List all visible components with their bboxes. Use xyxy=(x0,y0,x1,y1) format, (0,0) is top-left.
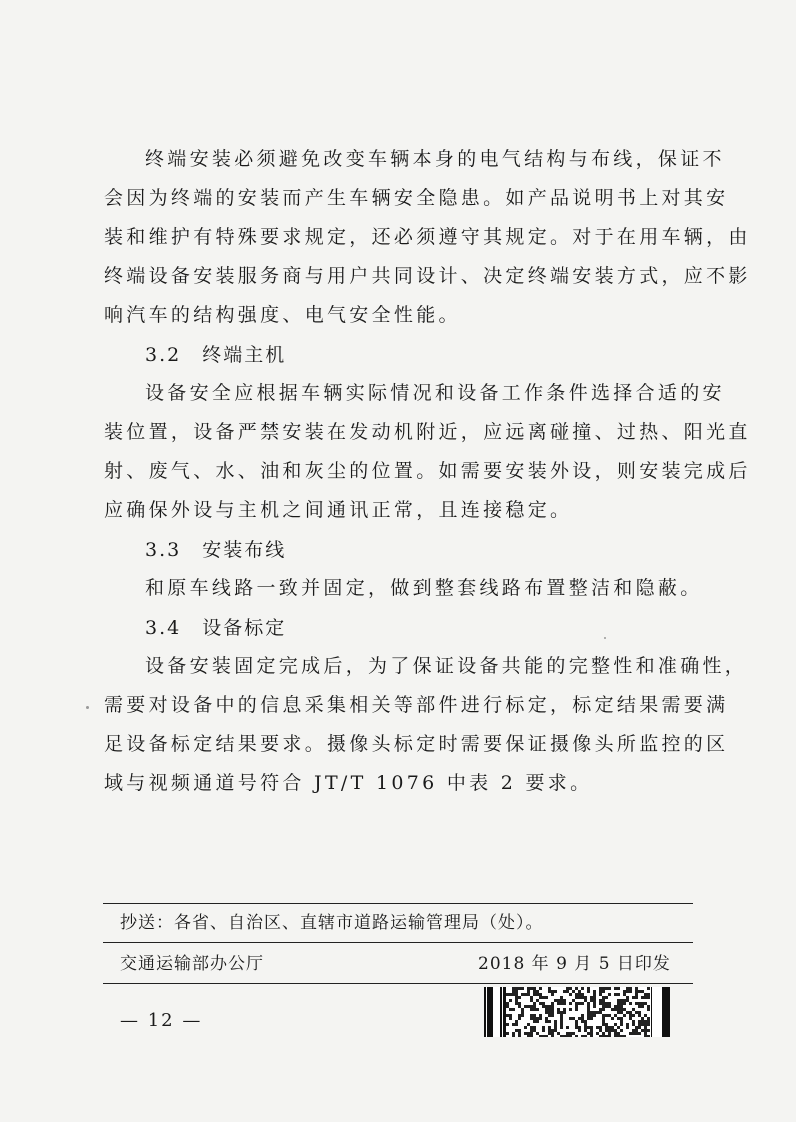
scan-speck xyxy=(604,637,606,639)
footer-top-rule xyxy=(103,903,693,904)
section-heading-3-4: 3.4 设备标定 xyxy=(145,617,287,639)
print-date: 2018 年 9 月 5 日印发 xyxy=(478,954,671,974)
page-number: — 12 — xyxy=(120,1010,203,1031)
barcode-image xyxy=(484,987,670,1037)
section-heading-3-3: 3.3 安装布线 xyxy=(145,539,287,561)
footer-bottom-rule xyxy=(103,983,693,984)
section-heading-3-2: 3.2 终端主机 xyxy=(145,344,287,366)
footer-middle-rule xyxy=(103,942,693,943)
body-line: 足设备标定结果要求。摄像头标定时需要保证摄像头所监控的区 xyxy=(104,733,729,755)
cc-line: 抄送：各省、自治区、直辖市道路运输管理局（处）。 xyxy=(120,913,544,933)
body-line: 射、废气、水、油和灰尘的位置。如需要安装外设，则安装完成后 xyxy=(104,460,751,482)
body-line: 应确保外设与主机之间通讯正常，且连接稳定。 xyxy=(104,499,573,521)
body-line: 设备安全应根据车辆实际情况和设备工作条件选择合适的安 xyxy=(145,382,725,404)
body-line: 和原车线路一致并固定，做到整套线路布置整洁和隐蔽。 xyxy=(145,577,703,599)
body-line: 响汽车的结构强度、电气安全性能。 xyxy=(104,304,461,326)
body-line: 域与视频通道号符合 JT/T 1076 中表 2 要求。 xyxy=(104,772,593,794)
issuer: 交通运输部办公厅 xyxy=(120,954,264,974)
body-line: 会因为终端的安装而产生车辆安全隐患。如产品说明书上对其安 xyxy=(104,187,729,209)
scan-speck xyxy=(86,706,89,709)
body-line: 装位置，设备严禁安装在发动机附近，应远离碰撞、过热、阳光直 xyxy=(104,421,751,443)
body-line: 需要对设备中的信息采集相关等部件进行标定，标定结果需要满 xyxy=(104,694,729,716)
body-line: 终端安装必须避免改变车辆本身的电气结构与布线，保证不 xyxy=(145,148,725,170)
barcode-graphic xyxy=(484,987,670,1037)
body-line: 装和维护有特殊要求规定，还必须遵守其规定。对于在用车辆，由 xyxy=(104,226,751,248)
body-line: 终端设备安装服务商与用户共同设计、决定终端安装方式，应不影 xyxy=(104,265,751,287)
body-line: 设备安装固定完成后，为了保证设备共能的完整性和准确性， xyxy=(145,655,748,677)
